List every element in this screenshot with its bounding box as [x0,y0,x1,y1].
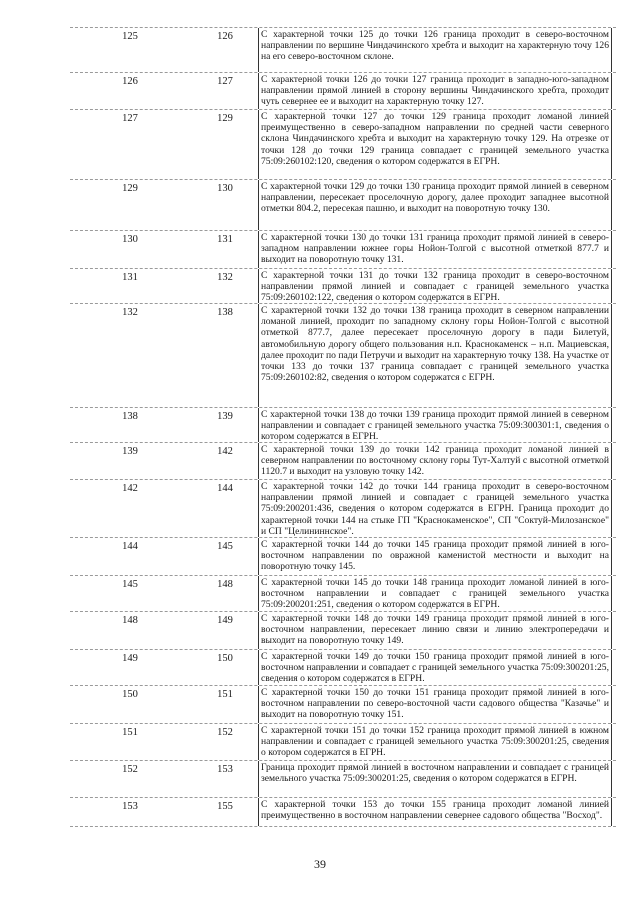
table-row [70,480,616,538]
table-row [70,538,616,576]
point-from-cell: 142 [122,483,138,494]
point-to-cell: 144 [217,483,233,494]
boundary-description-cell: С характерной точки 126 до точки 127 граница проходит в западно-юго-западном направлении прямой линией в сторону вершины Чиндачинского хребта, проходит чуть севернее ее и выходит на характерную точку 127. [258,73,612,109]
table-row [70,73,616,110]
point-from-cell: 153 [122,801,138,812]
point-to-cell: 151 [217,689,233,700]
point-from-cell: 132 [122,307,138,318]
table-row [70,443,616,480]
point-to-cell: 129 [217,113,233,124]
point-from-cell: 138 [122,411,138,422]
boundary-description-cell: С характерной точки 142 до точки 144 граница проходит в северо-восточном направлении прямой линией и совпадает с границей земельного участка 75:09:200201:436, сведения о котором содержатся в ЕГРН. Граница проходит до характерной точки 144 на стыке ГП "Краснокаменское", СП "Соктуй-Милозанское" и СП "Целининнское". [258,480,612,537]
boundary-description-cell: С характерной точки 151 до точки 152 граница проходит прямой линией в южном направлении и совпадает с границей земельного участка 75:09:300201:25, сведения о котором содержатся в ЕГРН. [258,724,612,760]
boundary-description-cell: С характерной точки 145 до точки 148 граница проходит ломаной линией в юго-восточном направлении и совпадает с границей земельного участка 75:09:200201:251, сведения о котором содержатся в ЕГРН. [258,576,612,611]
table-row [70,686,616,724]
point-to-cell: 127 [217,76,233,87]
point-from-cell: 139 [122,446,138,457]
point-from-cell: 148 [122,615,138,626]
table-row [70,408,616,443]
boundary-description-cell: С характерной точки 132 до точки 138 граница проходит в северном направлении ломаной линией, проходит по западному склону горы Нойон-Толгой с высотной отметкой 877.7, далее пересекает проселочную дорогу в пади Билетуй, автомобильную дорогу общего пользования н.п. Краснокаменск – н.п. Мациевская, далее проходит по пади Петручи и выходит на характерную точку 138. На участке от точки 133 до точки 137 граница совпадает с границей земельного участка 75:09:260102:82, сведения о котором содержатся с ЕГРН. [258,304,612,407]
table-row [70,269,616,304]
boundary-description-cell: С характерной точки 130 до точки 131 граница проходит прямой линией в северо-западном направлении южнее горы Нойон-Толгой с высотной отметкой 877.7 и выходит на поворотную точку 131. [258,231,612,268]
boundary-description-cell: С характерной точки 127 до точки 129 граница проходит ломаной линией преимущественно в северо-западном направлении по средней части северного склона Чиндачинского хребта и выходит на характерную точку 129. На отрезке от точки 128 до точки 129 граница совпадает с границей земельного участка 75:09:260102:120, сведения о котором содержатся в ЕГРН. [258,110,612,179]
point-to-cell: 152 [217,727,233,738]
point-to-cell: 148 [217,579,233,590]
point-to-cell: 131 [217,234,233,245]
table-row [70,27,616,73]
point-from-cell: 149 [122,653,138,664]
point-to-cell: 130 [217,183,233,194]
table-row [70,612,616,650]
boundary-description-table [70,27,616,827]
point-from-cell: 129 [122,183,138,194]
boundary-description-cell: С характерной точки 131 до точки 132 граница проходит в северо-восточном направлении прямой линией и совпадает с границей земельного участка 75:09:260102:122, сведения о котором содержатся в ЕГРН. [258,269,612,303]
point-to-cell: 149 [217,615,233,626]
point-from-cell: 125 [122,31,138,42]
boundary-description-cell: С характерной точки 138 до точки 139 граница проходит прямой линией в северном направлении и совпадает с границей земельного участка 75:09:300301:1, сведения о котором содержатся в ЕГРН. [258,408,612,442]
boundary-description-cell: С характерной точки 153 до точки 155 граница проходит ломаной линией преимущественно в восточном направлении севернее садового общества "Восход". [258,798,612,826]
point-to-cell: 126 [217,31,233,42]
point-to-cell: 132 [217,272,233,283]
point-to-cell: 155 [217,801,233,812]
point-to-cell: 145 [217,541,233,552]
table-row [70,724,616,761]
boundary-description-cell: С характерной точки 139 до точки 142 граница проходит ломаной линией в северном направлении по восточному склону горы Тут-Халтуй с высотной отметкой 1120.7 и выходит на узловую точку 142. [258,443,612,479]
table-row [70,576,616,612]
point-from-cell: 127 [122,113,138,124]
point-from-cell: 151 [122,727,138,738]
point-from-cell: 130 [122,234,138,245]
point-to-cell: 150 [217,653,233,664]
point-from-cell: 144 [122,541,138,552]
boundary-description-cell: С характерной точки 150 до точки 151 граница проходит прямой линией в юго-восточном направлении по северо-восточной части садового общества "Казачье" и выходит на поворотную точку 151. [258,686,612,723]
table-row [70,110,616,180]
point-to-cell: 139 [217,411,233,422]
boundary-description-cell: С характерной точки 129 до точки 130 граница проходит прямой линией в северном направлении, пересекает проселочную дорогу, далее проходит западнее высотной отметки 804.2, пересекая пашню, и выходит на поворотную точку 130. [258,180,612,230]
table-row [70,650,616,686]
boundary-description-cell: С характерной точки 149 до точки 150 граница проходит прямой линией в юго-восточном направлении и совпадает с границей земельного участка 75:09:300201:25, сведения о котором содержатся в ЕГРН. [258,650,612,685]
point-to-cell: 142 [217,446,233,457]
point-to-cell: 153 [217,764,233,775]
page-number: 39 [314,857,326,871]
table-row [70,231,616,269]
point-from-cell: 145 [122,579,138,590]
boundary-description-cell: Граница проходит прямой линией в восточном направлении и совпадает с границей земельного участка 75:09:300201:25, сведения о котором содержатся в ЕГРН. [258,761,612,797]
table-row [70,761,616,798]
point-from-cell: 150 [122,689,138,700]
point-from-cell: 152 [122,764,138,775]
point-from-cell: 126 [122,76,138,87]
boundary-description-cell: С характерной точки 144 до точки 145 граница проходит прямой линией в юго-восточном направлении по овражной каменистой местности и выходит на поворотную точку 145. [258,538,612,575]
boundary-description-cell: С характерной точки 148 до точки 149 граница проходит прямой линией в юго-восточном направлении, пересекает линию связи и линию электропередачи и выходит на поворотную точку 149. [258,612,612,649]
point-to-cell: 138 [217,307,233,318]
table-row [70,798,616,827]
boundary-description-cell: С характерной точки 125 до точки 126 граница проходит в северо-восточном направлении по вершине Чиндачинского хребта и выходит на характерную точу 126 на его северо-восточном склоне. [258,28,612,72]
table-row [70,304,616,408]
point-from-cell: 131 [122,272,138,283]
table-row [70,180,616,231]
